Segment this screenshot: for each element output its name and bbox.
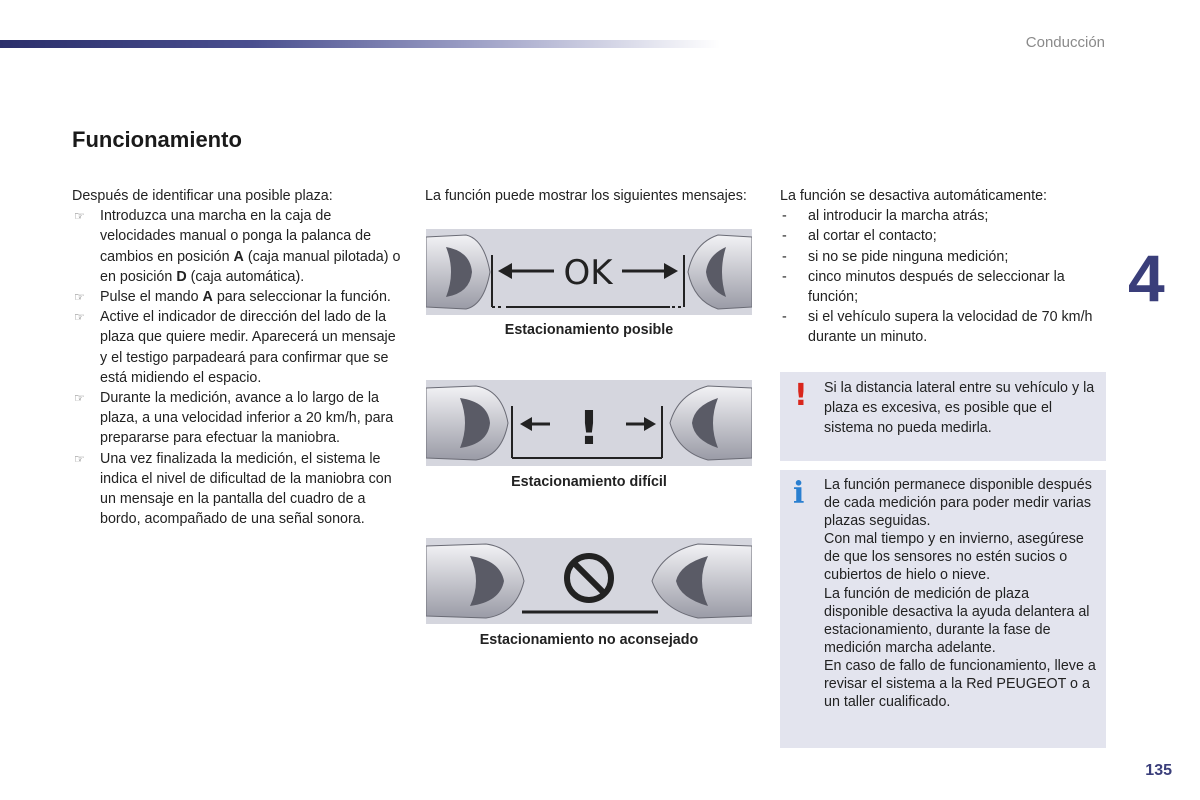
header-gradient-bar: [0, 40, 720, 48]
parked-car-rear-icon: [426, 235, 490, 309]
pointer-icon: ☞: [74, 209, 85, 224]
chapter-number: 4: [1128, 241, 1165, 315]
pointer-icon: ☞: [74, 391, 85, 406]
list-item: ☞ Active el indicador de dirección del lado de la plaza que quiere medir. Aparecerá un mensaje y el testigo parpadeará para confirmar que se está midiendo el espacio.: [74, 309, 396, 386]
caption-parking-possible: Estacionamiento posible: [504, 322, 674, 338]
warning-icon: !: [794, 378, 808, 413]
parked-car-front-icon: [652, 544, 752, 618]
pointer-icon: ☞: [74, 451, 85, 466]
caption-parking-difficult: Estacionamiento difícil: [511, 474, 667, 490]
arrow-left-icon: [520, 417, 550, 431]
parked-car-rear-icon: [426, 544, 524, 618]
info-note: [780, 470, 1106, 748]
instructions-column: [72, 186, 402, 529]
arrow-left-icon: [498, 263, 554, 279]
info-paragraph: Con mal tiempo y en invierno, asegúrese de que los sensores no estén sucios o cubiertos de hielo o nieve.: [824, 531, 1084, 584]
list-item: - si no se pide ninguna medición;: [782, 248, 1009, 265]
list-item: ☞ Introduzca una marcha en la caja de velocidades manual o ponga la palanca de cambios en posición A (caja manual pilotada) o en posición D (caja automática).: [74, 208, 401, 285]
messages-intro: La función puede mostrar los siguientes mensajes:: [425, 188, 747, 204]
no-entry-icon: [567, 556, 611, 600]
warning-text: Si la distancia lateral entre su vehículo y la plaza es excesiva, es posible que el sistema no pueda medirla.: [824, 380, 1095, 437]
caption-parking-not-advised: Estacionamiento no aconsejado: [479, 632, 699, 648]
deactivation-intro: La función se desactiva automáticamente:: [780, 188, 1048, 204]
section-title: Conducción: [1025, 34, 1105, 51]
arrow-right-icon: [626, 417, 656, 431]
parked-car-front-icon: [670, 386, 752, 460]
page-title: Funcionamiento: [72, 127, 242, 152]
info-paragraph: La función de medición de plaza disponible desactiva la ayuda delantera al estacionamiento, durante la fase de medición marcha adelante.: [824, 585, 1090, 656]
list-item: - si el vehículo supera la velocidad de 70 km/h durante un minuto.: [782, 309, 1093, 346]
list-item: - cinco minutos después de seleccionar la función;: [782, 268, 1065, 306]
list-item: - al cortar el contacto;: [782, 228, 937, 245]
list-item: ☞ Durante la medición, avance a lo largo de la plaza, a una velocidad inferior a 20 km/h, para prepararse para efectuar la maniobra.: [74, 390, 394, 447]
deactivation-column: [780, 186, 1110, 348]
list-item: ☞ Pulse el mando A para seleccionar la función.: [72, 287, 402, 307]
exclamation-symbol: !: [578, 401, 600, 455]
list-item: ☞ Una vez finalizada la medición, el sistema le indica el nivel de dificultad de la maniobra con un mensaje en la pantalla del cuadro de a bordo, acompañado de una señal sonora.: [74, 450, 392, 528]
instructions-intro: Después de identificar una posible plaza:: [72, 188, 333, 204]
parking-not-advised-illustration: [426, 538, 752, 624]
page-number: 135: [1145, 762, 1172, 779]
parked-car-front-icon: [688, 235, 752, 309]
parking-possible-illustration: [426, 229, 752, 315]
pointer-icon: ☞: [74, 310, 85, 325]
info-text: [824, 476, 1096, 711]
info-paragraph: La función permanece disponible después de cada medición para poder medir varias plazas seguidas.: [824, 477, 1092, 530]
arrow-right-icon: [622, 263, 678, 279]
deactivation-list: [780, 206, 1110, 347]
parked-car-rear-icon: [426, 386, 508, 460]
info-icon: i: [793, 476, 805, 511]
list-item: - al introducir la marcha atrás;: [782, 208, 989, 225]
warning-note: [780, 372, 1106, 461]
instructions-list: [72, 206, 402, 529]
info-paragraph: En caso de fallo de funcionamiento, lleve a revisar el sistema a la Red PEUGEOT o a un taller cualificado.: [824, 657, 1096, 711]
pointer-icon: ☞: [74, 290, 85, 305]
parking-difficult-illustration: [426, 380, 752, 466]
ok-symbol: OK: [563, 253, 613, 293]
